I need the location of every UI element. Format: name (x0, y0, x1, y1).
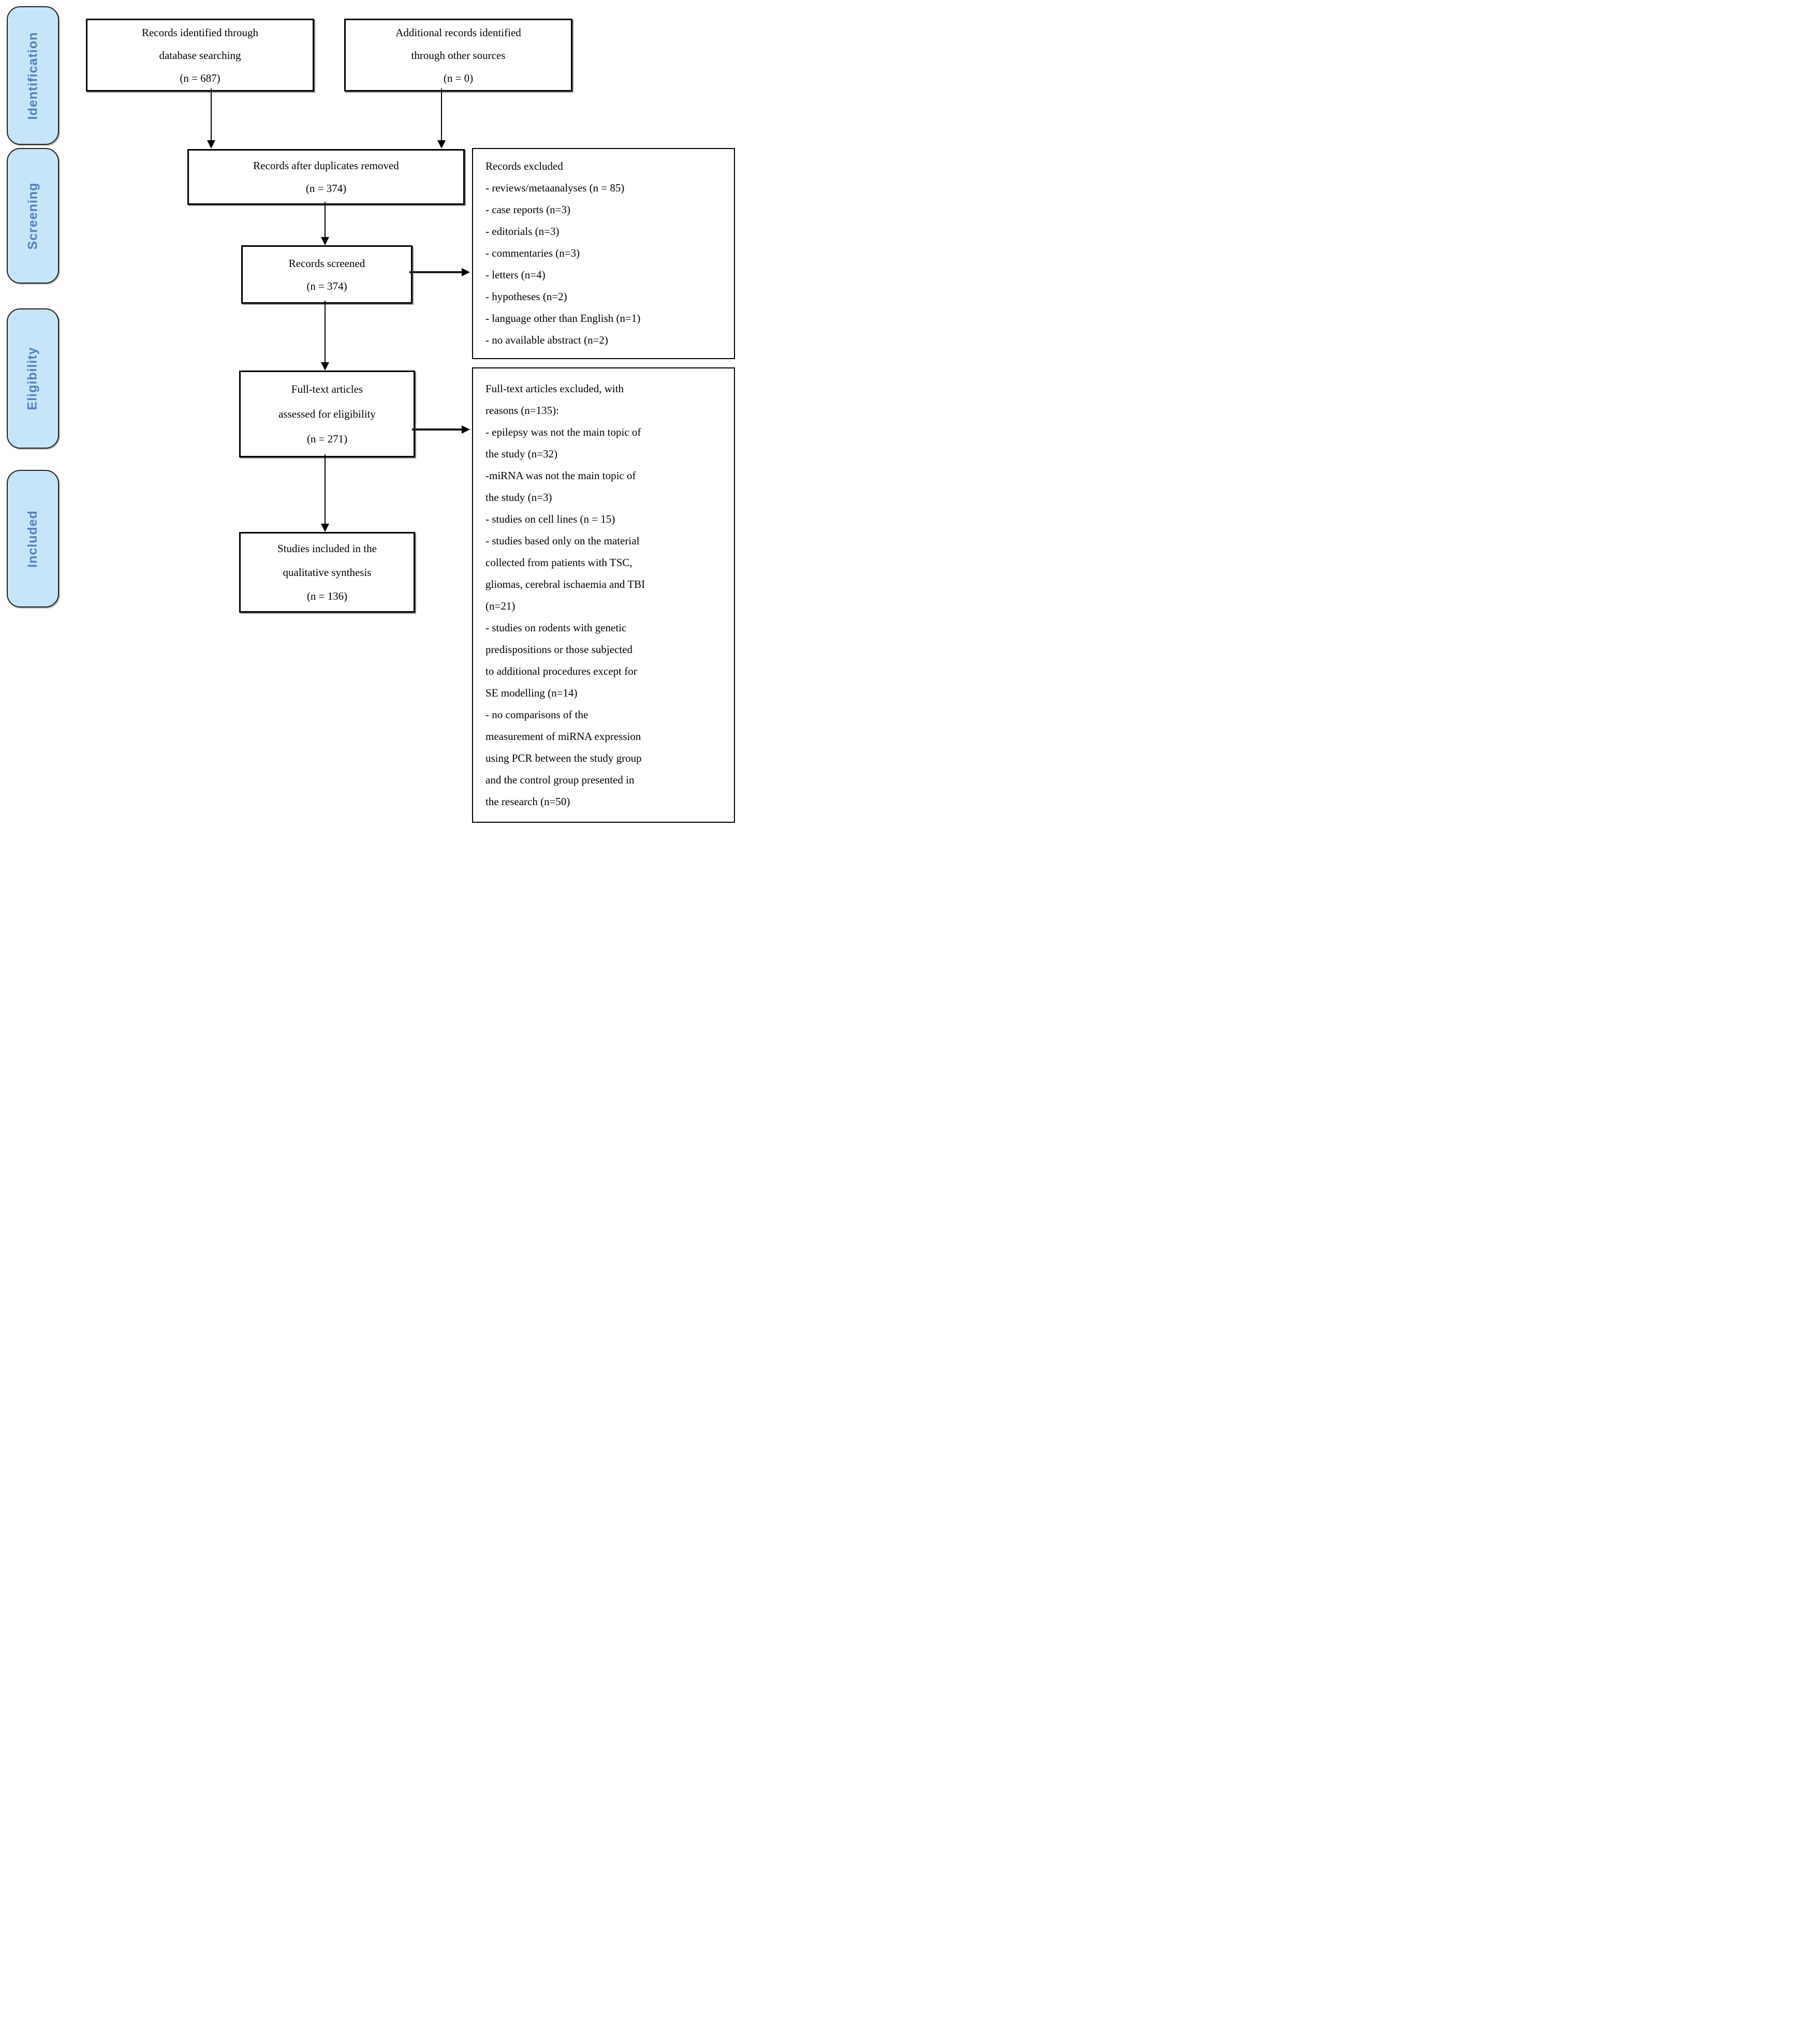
box-text-line: - editorials (n=3) (485, 225, 560, 238)
box-text-line: - reviews/metaanalyses (n = 85) (485, 182, 625, 194)
box-text-line: (n = 271) (306, 433, 348, 445)
box-text-line: to additional procedures except for (485, 665, 637, 677)
box-text-line: (n = 136) (306, 590, 348, 602)
box-text-line: (n = 0) (443, 71, 474, 84)
box-text-line: - commentaries (n=3) (485, 247, 580, 259)
prisma-flow-diagram (0, 0, 718, 818)
arrow-fulltext-to-excluded (412, 428, 462, 431)
box-text-line: - no available abstract (n=2) (485, 334, 608, 346)
box-text-line: - no comparisons of the (485, 708, 588, 721)
box-text-line: - studies on cell lines (n = 15) (485, 513, 615, 525)
box-text-line: reasons (n=135): (485, 404, 559, 417)
box-text-line: measurement of miRNA expression (485, 730, 641, 743)
arrow-duplicates-to-screened (325, 202, 326, 237)
box-text-line: Records screened (288, 257, 365, 270)
box-text-line: (n = 374) (305, 182, 347, 195)
arrowhead-down-icon (321, 362, 329, 371)
box-text-line: the study (n=32) (485, 448, 557, 460)
sidebar-stage-eligibility (7, 308, 59, 449)
arrowhead-right-icon (462, 268, 470, 276)
arrow-screened-to-excluded (409, 271, 462, 273)
box-records-identified (86, 19, 314, 92)
box-additional-records (344, 19, 572, 92)
box-duplicates-removed (187, 149, 465, 205)
box-text-line: predispositions or those subjected (485, 643, 633, 656)
arrow-fulltext-to-included (325, 454, 326, 524)
box-text-line: Records excluded (485, 160, 563, 172)
box-fulltext-assessed (239, 371, 415, 457)
sidebar-stage-label: Identification (25, 32, 40, 120)
box-text-line: - letters (n=4) (485, 269, 546, 281)
box-text-line: SE modelling (n=14) (485, 687, 578, 699)
box-text-line: through other sources (411, 49, 506, 62)
arrow-identified-to-duplicates (211, 88, 212, 140)
box-text-line: Records after duplicates removed (253, 159, 399, 172)
sidebar-stage-label: Eligibility (25, 347, 40, 410)
box-text-line: - epilepsy was not the main topic of (485, 426, 641, 438)
box-studies-included (239, 532, 415, 613)
box-text-line: collected from patients with TSC, (485, 556, 632, 569)
arrow-additional-to-duplicates (441, 88, 442, 140)
box-text-line: - hypotheses (n=2) (485, 290, 567, 303)
box-text-line: using PCR between the study group (485, 752, 642, 764)
box-text-line: - studies on rodents with genetic (485, 621, 627, 634)
sidebar-stage-label: Screening (25, 182, 40, 249)
sidebar-stage-included (7, 470, 59, 608)
arrowhead-down-icon (321, 237, 329, 245)
arrowhead-down-icon (321, 524, 329, 532)
box-text-line: gliomas, cerebral ischaemia and TBI (485, 578, 645, 590)
box-text-line: Additional records identified (395, 26, 521, 39)
box-text-line: qualitative synthesis (283, 566, 372, 579)
box-text-line: assessed for eligibility (278, 408, 376, 420)
box-text-line: database searching (159, 49, 241, 62)
arrowhead-down-icon (207, 140, 215, 149)
box-text-line: (n=21) (485, 600, 516, 612)
arrow-screened-to-fulltext (325, 301, 326, 362)
box-text-line: the research (n=50) (485, 795, 570, 808)
arrowhead-down-icon (437, 140, 446, 149)
box-text-line: -miRNA was not the main topic of (485, 469, 636, 482)
box-records-screened (241, 245, 413, 304)
box-text-line: - language other than English (n=1) (485, 312, 641, 324)
box-records-excluded (472, 148, 735, 359)
box-text-line: Studies included in the (277, 542, 377, 555)
box-text-line: and the control group presented in (485, 774, 635, 786)
sidebar-stage-identification (7, 6, 59, 145)
box-fulltext-excluded (472, 367, 735, 823)
sidebar-stage-label: Included (25, 510, 40, 568)
box-text-line: - studies based only on the material (485, 535, 640, 547)
box-text-line: Full-text articles excluded, with (485, 382, 624, 395)
sidebar-stage-screening (7, 148, 59, 284)
box-text-line: - case reports (n=3) (485, 203, 571, 216)
box-text-line: the study (n=3) (485, 491, 552, 503)
box-text-line: Full-text articles (291, 383, 363, 395)
box-text-line: Records identified through (141, 26, 259, 39)
box-text-line: (n = 374) (306, 279, 347, 292)
arrowhead-right-icon (462, 425, 470, 434)
box-text-line: (n = 687) (180, 71, 220, 84)
